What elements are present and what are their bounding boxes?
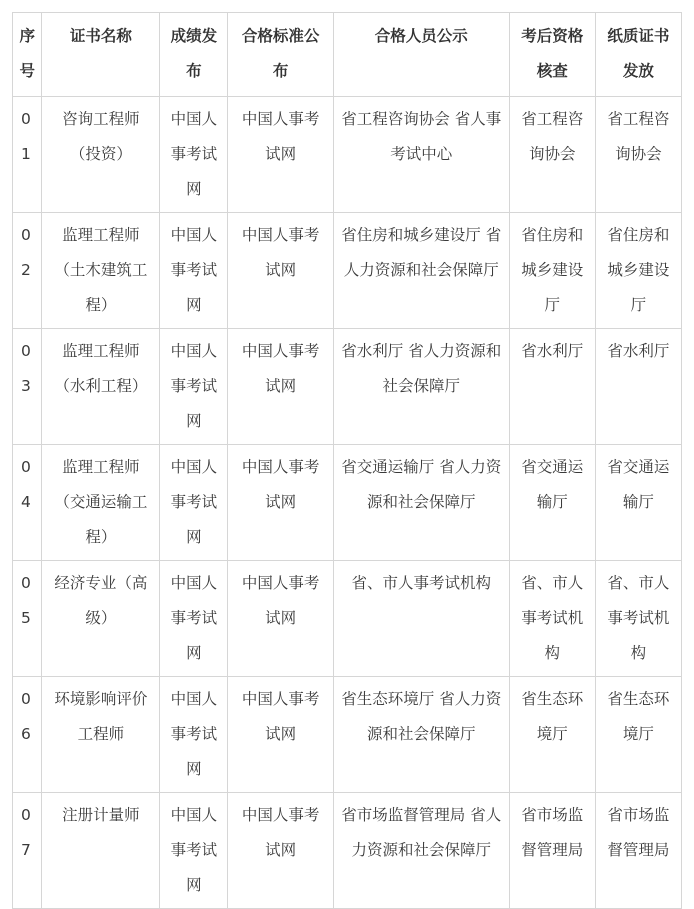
cell-score-release: 中国人事考试网 xyxy=(160,561,228,677)
cell-certificate-name: 环境影响评价工程师 xyxy=(42,677,160,793)
cell-passing-standard: 中国人事考试网 xyxy=(228,445,333,561)
cell-paper-certificate: 省生态环境厅 xyxy=(595,677,681,793)
cell-qualification-check: 省生态环境厅 xyxy=(509,677,595,793)
table-row xyxy=(13,677,682,793)
cell-score-release: 中国人事考试网 xyxy=(160,329,228,445)
cell-certificate-name: 经济专业（高级） xyxy=(42,561,160,677)
header-qualified-list: 合格人员公示 xyxy=(333,13,509,97)
cell-passing-standard: 中国人事考试网 xyxy=(228,561,333,677)
cell-paper-certificate: 省交通运输厅 xyxy=(595,445,681,561)
cell-qualified-list: 省水利厅 省人力资源和社会保障厅 xyxy=(333,329,509,445)
cell-paper-certificate: 省住房和城乡建设厅 xyxy=(595,213,681,329)
cell-certificate-name: 监理工程师（交通运输工程） xyxy=(42,445,160,561)
cell-qualified-list: 省、市人事考试机构 xyxy=(333,561,509,677)
cell-qualification-check: 省交通运输厅 xyxy=(509,445,595,561)
table-row xyxy=(13,561,682,677)
cell-qualified-list: 省生态环境厅 省人力资源和社会保障厅 xyxy=(333,677,509,793)
cell-serial-number: 04 xyxy=(13,445,42,561)
cell-qualified-list: 省交通运输厅 省人力资源和社会保障厅 xyxy=(333,445,509,561)
cell-qualification-check: 省工程咨询协会 xyxy=(509,97,595,213)
table-row xyxy=(13,213,682,329)
cell-qualified-list: 省工程咨询协会 省人事考试中心 xyxy=(333,97,509,213)
cell-qualified-list: 省市场监督管理局 省人力资源和社会保障厅 xyxy=(333,793,509,909)
cell-passing-standard: 中国人事考试网 xyxy=(228,329,333,445)
cell-qualification-check: 省水利厅 xyxy=(509,329,595,445)
cell-passing-standard: 中国人事考试网 xyxy=(228,97,333,213)
cell-passing-standard: 中国人事考试网 xyxy=(228,677,333,793)
header-certificate-name: 证书名称 xyxy=(42,13,160,97)
table-row xyxy=(13,445,682,561)
cell-score-release: 中国人事考试网 xyxy=(160,677,228,793)
cell-serial-number: 01 xyxy=(13,97,42,213)
cell-passing-standard: 中国人事考试网 xyxy=(228,213,333,329)
cell-score-release: 中国人事考试网 xyxy=(160,793,228,909)
cell-serial-number: 03 xyxy=(13,329,42,445)
header-paper-certificate: 纸质证书发放 xyxy=(595,13,681,97)
table-header-row xyxy=(13,13,682,97)
cell-qualification-check: 省住房和城乡建设厅 xyxy=(509,213,595,329)
cell-certificate-name: 监理工程师（土木建筑工程） xyxy=(42,213,160,329)
cell-serial-number: 06 xyxy=(13,677,42,793)
cell-paper-certificate: 省水利厅 xyxy=(595,329,681,445)
cell-score-release: 中国人事考试网 xyxy=(160,213,228,329)
cell-paper-certificate: 省工程咨询协会 xyxy=(595,97,681,213)
cell-qualification-check: 省市场监督管理局 xyxy=(509,793,595,909)
header-passing-standard: 合格标准公布 xyxy=(228,13,333,97)
table-row xyxy=(13,793,682,909)
cell-passing-standard: 中国人事考试网 xyxy=(228,793,333,909)
cell-score-release: 中国人事考试网 xyxy=(160,97,228,213)
cell-serial-number: 07 xyxy=(13,793,42,909)
cell-paper-certificate: 省市场监督管理局 xyxy=(595,793,681,909)
cell-certificate-name: 监理工程师（水利工程） xyxy=(42,329,160,445)
table-row xyxy=(13,329,682,445)
table-row xyxy=(13,97,682,213)
cell-serial-number: 05 xyxy=(13,561,42,677)
cell-qualification-check: 省、市人事考试机构 xyxy=(509,561,595,677)
cell-paper-certificate: 省、市人事考试机构 xyxy=(595,561,681,677)
cell-score-release: 中国人事考试网 xyxy=(160,445,228,561)
header-qualification-check: 考后资格核查 xyxy=(509,13,595,97)
cell-certificate-name: 注册计量师 xyxy=(42,793,160,909)
header-serial-number: 序号 xyxy=(13,13,42,97)
cell-certificate-name: 咨询工程师（投资） xyxy=(42,97,160,213)
cell-qualified-list: 省住房和城乡建设厅 省人力资源和社会保障厅 xyxy=(333,213,509,329)
exam-schedule-table xyxy=(12,12,682,909)
cell-serial-number: 02 xyxy=(13,213,42,329)
header-score-release: 成绩发布 xyxy=(160,13,228,97)
